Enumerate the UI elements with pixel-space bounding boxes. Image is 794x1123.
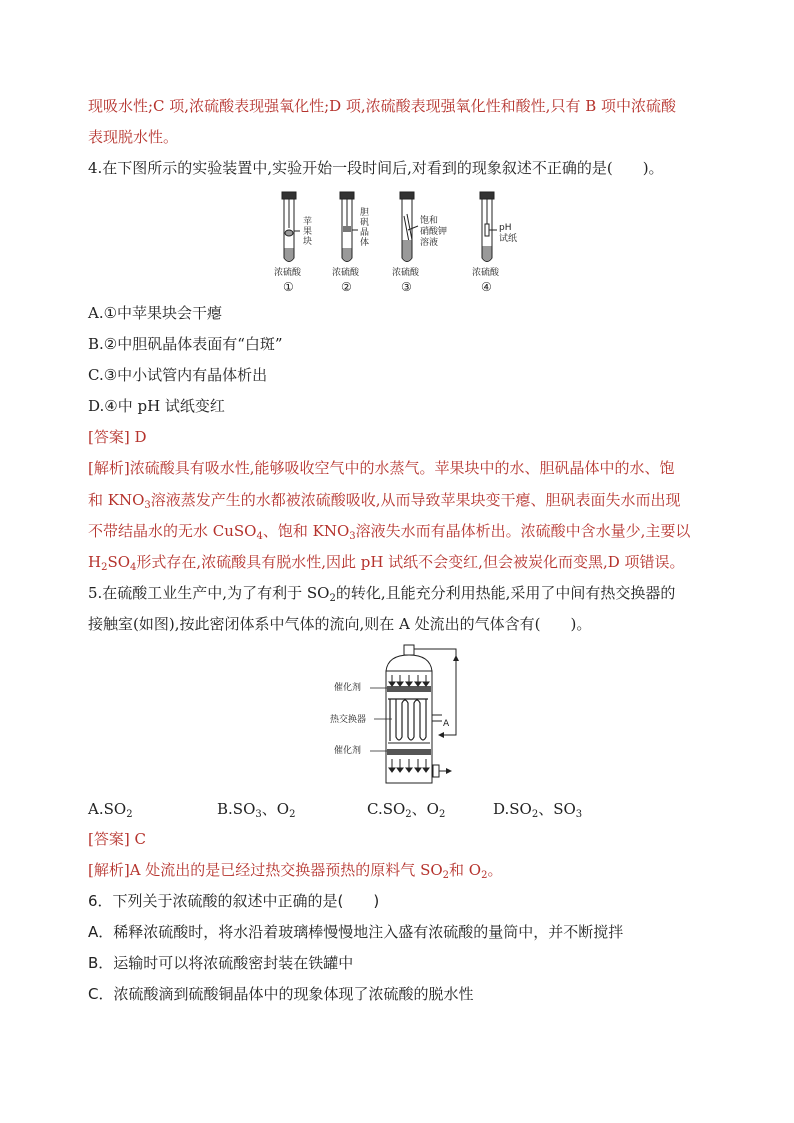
tube-3-label-3: 溶液 — [420, 238, 439, 248]
tube-1-label-1: 苹 — [303, 217, 313, 227]
q5-option-d: $D.SO_2$、$SO_3$ — [493, 800, 583, 820]
q5-answer: [答案] C — [88, 830, 146, 848]
tube-1-acid-label: 浓硫酸 — [274, 268, 302, 278]
q4-option-c: C.③中小试管内有晶体析出 — [88, 366, 268, 384]
q4-analysis-line-4: $H_2SO_4$形式存在,浓硫酸具有脱水性,因此 pH 试纸不会变红,但会被炭化而变黑,D 项错误。 — [88, 553, 685, 573]
tube-2-number: ② — [341, 280, 352, 294]
tube-2-label-2: 矾 — [360, 218, 370, 228]
q4-stem: 4.在下图所示的实验装置中,实验开始一段时间后,对看到的现象叙述不正确的是( )。 — [88, 159, 664, 177]
tube-4-label-2: 试纸 — [499, 234, 518, 244]
intro-line-1: 现吸水性;C 项,浓硫酸表现强氧化性;D 项,浓硫酸表现强氧化性和酸性,只有 B 项中浓硫酸 — [88, 97, 677, 115]
tube-2-label-4: 体 — [360, 238, 370, 248]
tube-2-acid-label: 浓硫酸 — [332, 268, 360, 278]
label-point-a: A — [443, 719, 450, 729]
q4-answer: [答案] D — [88, 428, 147, 446]
q4-option-a: A.①中苹果块会干瘪 — [88, 304, 223, 322]
q5-option-b: $B.SO_3$、$O_2$ — [217, 800, 296, 820]
q4-analysis-line-3: 不带结晶水的无水 CuSO$_4$、饱和 $KNO_3$溶液失水而有晶体析出。浓硫酸中含水量少,主要以 — [88, 522, 691, 542]
tube-2 — [340, 192, 358, 262]
tube-1-number: ① — [283, 280, 294, 294]
q5-analysis: [解析]A 处流出的是已经过热交换器预热的原料气 $SO_2$和 $O_2$。 — [88, 861, 503, 881]
tube-4 — [480, 192, 497, 262]
intro-line-2: 表现脱水性。 — [88, 128, 179, 146]
tube-1-label-3: 块 — [303, 237, 313, 247]
tube-3-number: ③ — [401, 280, 412, 294]
tube-4-label-1: pH — [499, 223, 512, 233]
tube-2-label-1: 胆 — [360, 208, 370, 218]
label-catalyst-top: 催化剂 — [334, 683, 362, 693]
label-catalyst-bottom: 催化剂 — [334, 746, 362, 756]
tube-4-number: ④ — [481, 280, 492, 294]
q5-option-c: $C.SO_2$、$O_2$ — [367, 800, 446, 820]
tube-3-label-2: 硝酸钾 — [420, 227, 448, 237]
tube-3 — [400, 192, 418, 262]
q5-option-a: $A.SO_2$ — [88, 800, 133, 820]
q4-analysis-line-2: 和 $KNO_3$溶液蒸发产生的水都被浓硫酸吸收,从而导致苹果块变干瘪、胆矾表面失水而出现 — [88, 491, 681, 511]
q6-stem: 6．下列关于浓硫酸的叙述中正确的是( ) — [88, 892, 380, 910]
tube-1-label-2: 果 — [303, 227, 313, 237]
tube-1 — [282, 192, 300, 262]
tube-4-acid-label: 浓硫酸 — [472, 268, 500, 278]
q6-option-b: B．运输时可以将浓硫酸密封装在铁罐中 — [88, 954, 354, 972]
catalyst-bed-top — [387, 686, 431, 692]
q4-option-b: B.②中胆矾晶体表面有“白斑” — [88, 335, 283, 353]
q6-option-a: A．稀释浓硫酸时，将水沿着玻璃棒慢慢地注入盛有浓硫酸的量筒中，并不断搅拌 — [88, 923, 624, 941]
tube-2-label-3: 晶 — [360, 228, 370, 238]
label-heat-exchanger: 热交换器 — [330, 715, 367, 725]
q4-test-tube-figure — [268, 190, 530, 294]
q4-analysis-line-1: [解析]浓硫酸具有吸水性,能够吸收空气中的水蒸气。苹果块中的水、胆矾晶体中的水、饱 — [88, 459, 675, 477]
q5-contact-chamber-figure — [330, 643, 470, 789]
q5-stem-line-1: 5.在硫酸工业生产中,为了有利于 $SO_2$的转化,且能充分利用热能,采用了中间有热交换器的 — [88, 584, 676, 604]
heat-exchanger-coil — [388, 699, 428, 741]
q4-option-d: D.④中 pH 试纸变红 — [88, 397, 225, 415]
q6-option-c: C．浓硫酸滴到硫酸铜晶体中的现象体现了浓硫酸的脱水性 — [88, 985, 474, 1003]
tube-3-acid-label: 浓硫酸 — [392, 268, 420, 278]
catalyst-bed-bottom — [387, 749, 431, 755]
q5-stem-line-2: 接触室(如图),按此密闭体系中气体的流向,则在 A 处流出的气体含有( )。 — [88, 615, 592, 633]
tube-3-label-1: 饱和 — [420, 216, 439, 226]
